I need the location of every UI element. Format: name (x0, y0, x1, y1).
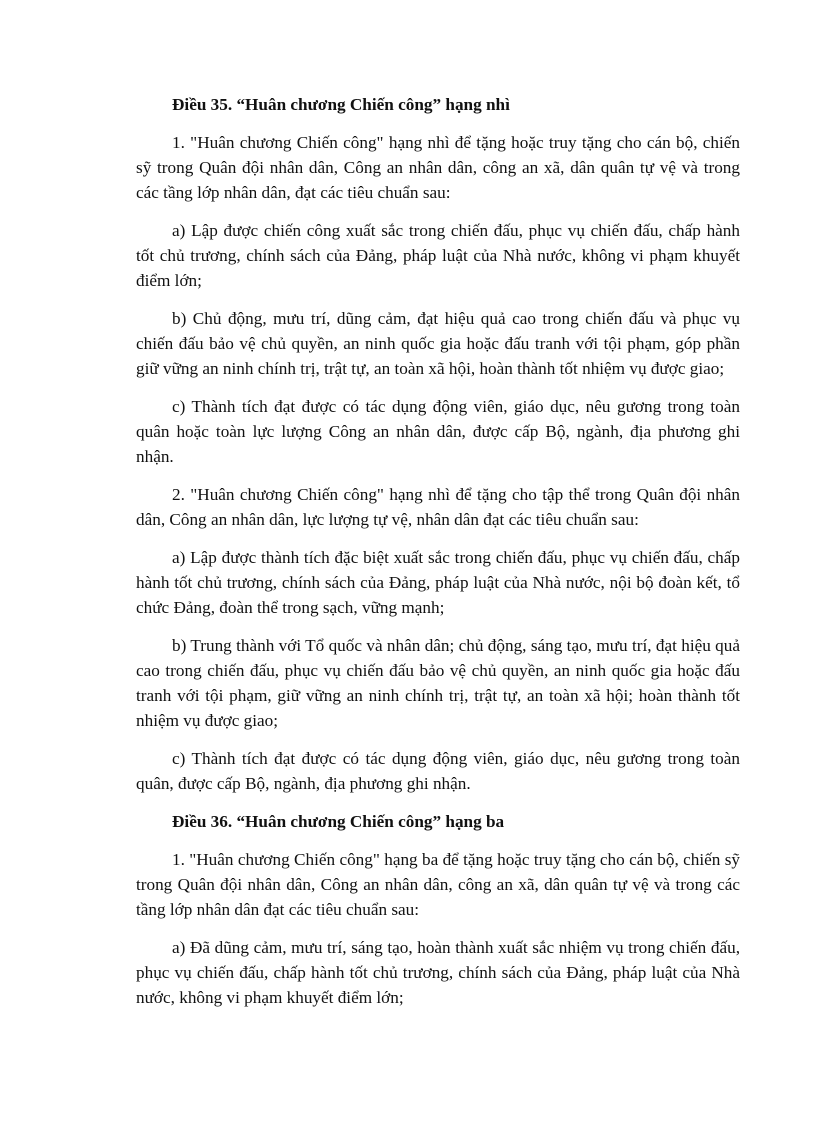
article-35-clause-1b: b) Chủ động, mưu trí, dũng cảm, đạt hiệu quả cao trong chiến đấu và phục vụ chiến đấu bảo vệ chủ quyền, an ninh quốc gia hoặc đấu tranh với tội phạm, góp phần giữ vững an ninh chính trị, trật tự, an toàn xã hội, hoàn thành tốt nhiệm vụ được giao; (136, 309, 740, 378)
article-35-heading: Điều 35. “Huân chương Chiến công” hạng nhì (172, 95, 510, 114)
article-35-clause-1c: c) Thành tích đạt được có tác dụng động viên, giáo dục, nêu gương trong toàn quân hoặc toàn lực lượng Công an nhân dân, được cấp Bộ, ngành, địa phương ghi nhận. (136, 397, 740, 466)
article-35-clause-2a: a) Lập được thành tích đặc biệt xuất sắc trong chiến đấu, phục vụ chiến đấu, chấp hành tốt chủ trương, chính sách của Đảng, pháp luật của Nhà nước, nội bộ đoàn kết, tổ chức Đảng, đoàn thể trong sạch, vững mạnh; (136, 548, 740, 617)
article-35-clause-2c: c) Thành tích đạt được có tác dụng động viên, giáo dục, nêu gương trong toàn quân, được cấp Bộ, ngành, địa phương ghi nhận. (136, 749, 740, 793)
article-35-clause-2b: b) Trung thành với Tổ quốc và nhân dân; chủ động, sáng tạo, mưu trí, đạt hiệu quả cao trong chiến đấu, phục vụ chiến đấu bảo vệ chủ quyền, an ninh quốc gia hoặc đấu tranh với tội phạm, giữ vững an ninh chính trị, trật tự, an toàn xã hội; hoàn thành tốt nhiệm vụ được giao; (136, 636, 740, 730)
article-36-clause-1a: a) Đã dũng cảm, mưu trí, sáng tạo, hoàn thành xuất sắc nhiệm vụ trong chiến đấu, phục vụ chiến đấu, chấp hành tốt chủ trương, chính sách của Đảng, pháp luật của Nhà nước, không vi phạm khuyết điểm lớn; (136, 938, 740, 1007)
article-36-heading: Điều 36. “Huân chương Chiến công” hạng ba (172, 812, 505, 831)
document-body (136, 92, 740, 1023)
article-36-clause-1: 1. "Huân chương Chiến công" hạng ba để tặng hoặc truy tặng cho cán bộ, chiến sỹ trong Quân đội nhân dân, Công an nhân dân, công an xã, dân quân tự vệ và trong các tầng lớp nhân dân đạt các tiêu chuẩn sau: (136, 850, 740, 919)
article-35-clause-1a: a) Lập được chiến công xuất sắc trong chiến đấu, phục vụ chiến đấu, chấp hành tốt chủ trương, chính sách của Đảng, pháp luật của Nhà nước, không vi phạm khuyết điểm lớn; (136, 221, 740, 290)
article-35-clause-2: 2. "Huân chương Chiến công" hạng nhì để tặng cho tập thể trong Quân đội nhân dân, Công an nhân dân, lực lượng tự vệ, nhân dân đạt các tiêu chuẩn sau: (136, 485, 740, 529)
article-35-clause-1: 1. "Huân chương Chiến công" hạng nhì để tặng hoặc truy tặng cho cán bộ, chiến sỹ trong Quân đội nhân dân, Công an nhân dân, công an xã, dân quân tự vệ và trong các tầng lớp nhân dân, đạt các tiêu chuẩn sau: (136, 133, 740, 202)
